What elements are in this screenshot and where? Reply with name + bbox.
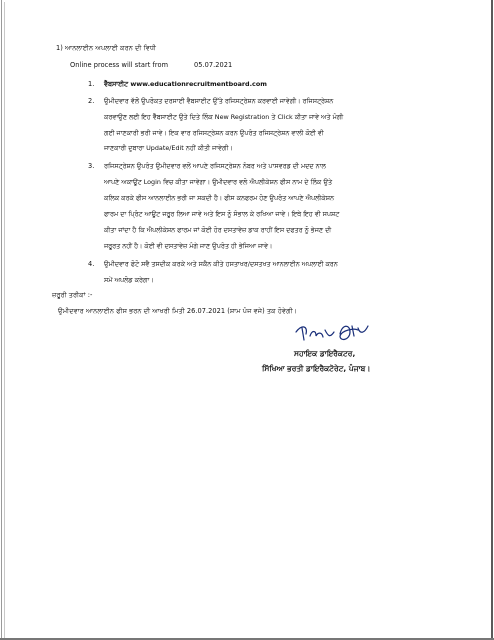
signatory-title: ਸਹਾਇਕ ਡਾਇਰੈਕਟਰ, xyxy=(294,349,356,358)
item-line: ਗਈ ਜਾਣਕਾਰੀ ਭਰੀ ਜਾਵੇ। ਇਕ ਵਾਰ ਰਜਿਸਟ੍ਰੇਸ਼ਨ ਕਰਨ ਉਪਰੰਤ ਰਜਿਸਟ੍ਰੇਸ਼ਨ ਵਾਲੀ ਕੋਈ ਵੀ xyxy=(104,129,324,137)
online-start-label: Online process will start from xyxy=(70,61,169,69)
important-dates-label: ਜ਼ਰੂਰੀ ਤਰੀਕਾਂ :- xyxy=(52,291,93,299)
item-line: ਜਾਣਕਾਰੀ ਦੁਬਾਰਾ Update/Edit ਨਹੀਂ ਕੀਤੀ ਜਾਵੇਗੀ। xyxy=(104,144,233,152)
online-start-date: 05.07.2021 xyxy=(194,61,233,69)
signatory-department: ਸਿੱਖਿਆ ਭਰਤੀ ਡਾਇਰੈਕਟੋਰੇਟ, ਪੰਜਾਬ। xyxy=(262,364,371,373)
online-start-line xyxy=(70,61,233,69)
item-number: 1. xyxy=(88,80,95,88)
item-line: ਉਮੀਦਵਾਰ ਵੱਲੋਂ ਉਪਰੋਕਤ ਦਰਸਾਈ ਵੈਬਸਾਈਟ ਉੱਤੇ ਰਜਿਸਟ੍ਰੇਸ਼ਨ ਕਰਵਾਈ ਜਾਵੇਗੀ। ਰਜਿਸਟ੍ਰੇਸ਼ਨ xyxy=(104,97,334,105)
important-dates-text: ਉਮੀਦਵਾਰ ਆਨਲਾਈਨ ਫੀਸ ਭਰਨ ਦੀ ਆਖਰੀ ਮਿਤੀ 26.07.2021 (ਸ਼ਾਮ ਪੰਜ ਵਜੇ) ਤਕ ਹੋਵੇਗੀ। xyxy=(58,307,298,315)
item-number: 2. xyxy=(88,97,95,105)
item-line: ਸਮੇਂ ਅਪਲੋਡ ਕਰੇਗਾ। xyxy=(104,276,154,284)
item-number: 3. xyxy=(88,162,95,170)
item-line: ਜਰੂਰਤ ਨਹੀਂ ਹੈ। ਕੋਈ ਵੀ ਦਸਤਾਵੇਜ਼ ਮੰਗੇ ਜਾਣ ਉਪਰੰਤ ਹੀ ਭੇਜਿਆ ਜਾਵੇ। xyxy=(104,242,273,250)
item-line: ਰਜਿਸਟ੍ਰੇਸ਼ਨ ਉਪਰੰਤ ਉਮੀਦਵਾਰ ਵਲੋਂ ਆਪਣੇ ਰਜਿਸਟ੍ਰੇਸ਼ਨ ਨੰਬਰ ਅਤੇ ਪਾਸਵਰਡ ਦੀ ਮਦਦ ਨਾਲ xyxy=(104,162,326,170)
item-line: ਕੀਤਾ ਜਾਂਦਾ ਹੈ ਕਿ ਐਪਲੀਕੇਸ਼ਨ ਫਾਰਮ ਜਾਂ ਕੋਈ ਹੋਰ ਦਸਤਾਵੇਜ਼ ਡਾਕ ਰਾਹੀਂ ਇਸ ਦਫਤਰ ਨੂੰ ਭੇਜਣ ਦੀ xyxy=(104,226,332,234)
item-line: ਕਰਵਾਉਣ ਲਈ ਇਹ ਵੈੱਬਸਾਈਟ ਉਤੇ ਦਿਤੇ ਲਿੰਕ New Registration ਤੇ Click ਕੀਤਾ ਜਾਵੇ ਅਤੇ ਮੰਗੀ xyxy=(104,113,344,121)
item-line: ਆਪਣੇ ਅਕਾਊਂਟ Login ਵਿਚ ਕੀਤਾ ਜਾਵੇਗਾ। ਉਮੀਦਵਾਰ ਵਲੋ ਐਪਲੀਕੇਸ਼ਨ ਫੀਸ ਨਾਮ ਦੇ ਲਿੰਕ ਉਤੇ xyxy=(104,178,333,186)
item-number: 4. xyxy=(88,260,95,268)
item-line: ਉਮੀਦਵਾਰ ਫੋਟੋ ਸਵੈ ਤਸਦੀਕ ਕਰਕੇ ਅਤੇ ਸਕੈਨ ਕੀਤੇ ਹਸਤਾਖਰ/ਦਸਤਖਤ ਆਨਲਾਈਨ ਅਪਲਾਈ ਕਰਨ xyxy=(104,260,338,268)
signature-mark xyxy=(292,322,374,346)
item-line: ਕਲਿਕ ਕਰਕੇ ਫੀਸ ਆਨਲਾਈਨ ਭਰੀ ਜਾ ਸਕਦੀ ਹੈ। ਫੀਸ ਕਨਫਰਮ ਹੋਣ ਉਪਰੰਤ ਆਪਣੇ ਐਪਲੀਕੇਸ਼ਨ xyxy=(104,194,334,202)
item-line: ਵੈੱਬਸਾਈਟ www.educationrecruitmentboard.com xyxy=(104,80,267,88)
item-line: ਫਾਰਮ ਦਾ ਪ੍ਰਿੰਟ ਆਊਟ ਜਰੂਰ ਲਿਆ ਜਾਵੇ ਅਤੇ ਇਸ ਨੂੰ ਸੰਭਾਲ ਕੇ ਰਖਿਆ ਜਾਵੇ। ਇਥੇ ਇਹ ਵੀ ਸਪਸ਼ਟ xyxy=(104,210,340,218)
section-heading: 1) ਆਨਲਾਈਨ ਅਪਲਾਈ ਕਰਨ ਦੀ ਵਿਧੀ xyxy=(56,44,157,52)
